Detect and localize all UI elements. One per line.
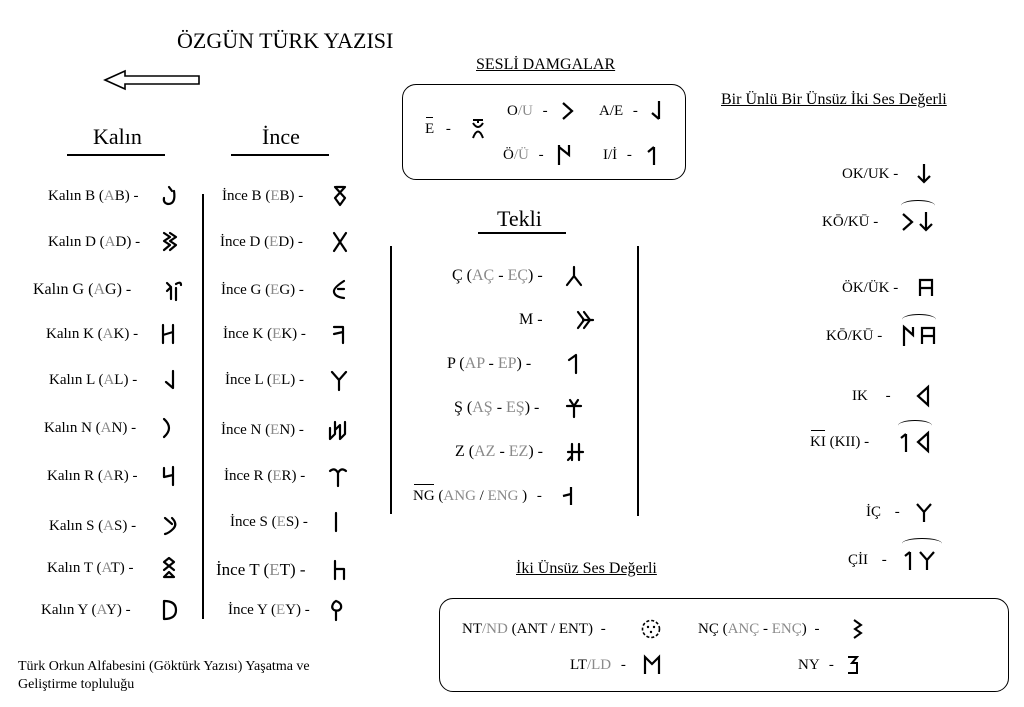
tekli-row: P (AP - EP) - xyxy=(447,354,531,374)
page-title: ÖZGÜN TÜRK YAZISI xyxy=(177,28,394,53)
ince-row: İnce S (ES) - xyxy=(230,512,308,532)
ince-r-rune-icon xyxy=(328,464,348,488)
c-rune-icon xyxy=(564,264,584,288)
ince-row: İnce K (EK) - xyxy=(223,324,306,344)
ince-t-rune-icon xyxy=(330,558,350,582)
ince-d-rune-icon xyxy=(330,230,350,254)
ik-rune-icon xyxy=(914,384,934,408)
e-letter: E xyxy=(425,121,435,137)
sesli-ii: I/İ - xyxy=(603,145,632,165)
lt-row: LT/LD - xyxy=(570,655,626,675)
ic-row: İÇ - xyxy=(866,502,900,522)
cii-rune-icon xyxy=(902,548,944,572)
m-rune-icon xyxy=(575,308,595,332)
tekli-row: Z (AZ - EZ) - xyxy=(455,442,543,462)
kalin-t-rune-icon xyxy=(159,556,179,580)
ince-row: İnce L (EL) - xyxy=(225,370,304,390)
kalin-d-rune-icon xyxy=(160,230,180,254)
kalin-row: Kalın B (AB) - xyxy=(48,186,138,206)
ny-row: NY - xyxy=(798,655,834,675)
iki-unsuz-title: İki Ünsüz Ses Değerli xyxy=(516,560,657,577)
kalin-n-rune-icon xyxy=(158,416,178,440)
e-rune-icon xyxy=(469,117,487,141)
kalin-r-rune-icon xyxy=(159,464,179,488)
kalin-row: Kalın R (AR) - xyxy=(47,466,137,486)
ince-row: İnce R (ER) - xyxy=(224,466,305,486)
kalin-row: Kalın D (AD) - xyxy=(48,232,140,252)
tekli-left-line xyxy=(390,246,392,514)
ince-s-rune-icon xyxy=(326,510,346,534)
kooo-row: KŌ/KŪ - xyxy=(826,326,882,346)
ince-row: İnce B (EB) - xyxy=(222,186,303,206)
tekli-row: Ş (AŞ - EŞ) - xyxy=(454,398,539,418)
ince-row: İnce Y (EY) - xyxy=(228,600,310,620)
left-arrow-icon xyxy=(103,68,201,92)
tekli-title: Tekli xyxy=(497,206,542,231)
ince-l-rune-icon xyxy=(329,368,349,392)
kalin-l-rune-icon xyxy=(161,368,181,392)
footer-line-2: Geliştirme topluluğu xyxy=(18,677,135,692)
ko-rune-icon xyxy=(900,210,938,234)
ince-header: İnce xyxy=(262,124,300,149)
iki-unsuz-box xyxy=(439,598,1009,692)
kalin-header: Kalın xyxy=(93,124,142,149)
ince-n-rune-icon xyxy=(327,418,347,442)
ook-row: ÖK/ÜK - xyxy=(842,278,898,298)
ik-row: IK - xyxy=(852,386,891,406)
ince-row: İnce T (ET) - xyxy=(216,560,306,580)
ko-row: KŌ/KŪ - xyxy=(822,212,878,232)
z-rune-icon xyxy=(565,440,585,464)
p-rune-icon xyxy=(563,352,583,376)
lt-rune-icon xyxy=(642,653,662,677)
ic-rune-icon xyxy=(914,500,934,524)
ouu-rune-icon xyxy=(555,143,573,167)
ii-rune-icon xyxy=(643,143,661,167)
ince-b-rune-icon xyxy=(330,184,350,208)
nc-row: NÇ (ANÇ - ENÇ) - xyxy=(698,619,820,639)
kalin-row: Kalın K (AK) - xyxy=(46,324,138,344)
ince-row: İnce D (ED) - xyxy=(220,232,303,252)
kalin-row: Kalın S (AS) - xyxy=(49,516,136,536)
kalin-y-rune-icon xyxy=(159,598,179,622)
tekli-row: Ç (AÇ - EÇ) - xyxy=(452,266,543,286)
nt-row: NT/ND (ANT / ENT) - xyxy=(462,619,606,639)
tekli-right-line xyxy=(637,246,639,516)
sesli-ouu: Ö/Ü - xyxy=(503,145,544,165)
ince-y-rune-icon xyxy=(326,598,346,622)
bir-unlu-title: Bir Ünlü Bir Ünsüz İki Ses Değerli xyxy=(721,91,947,108)
kalin-row: Kalın L (AL) - xyxy=(49,370,137,390)
ince-underline xyxy=(231,154,329,156)
footer xyxy=(18,658,310,694)
sesli-e: E - xyxy=(425,119,451,139)
nt-rune-icon xyxy=(640,617,662,641)
ae-rune-icon xyxy=(647,99,665,123)
kalin-row: Kalın Y (AY) - xyxy=(41,600,131,620)
sesli-ou: O/U - xyxy=(507,101,548,121)
footer-line-1: Türk Orkun Alfabesini (Göktürk Yazısı) Yaşatma ve xyxy=(18,659,310,674)
ok-rune-icon xyxy=(914,162,934,186)
kalin-k-rune-icon xyxy=(158,322,178,346)
cii-row: ÇİI - xyxy=(848,550,887,570)
ny-rune-icon xyxy=(844,653,862,677)
ince-row: İnce G (EG) - xyxy=(221,280,304,300)
kalin-g-rune-icon xyxy=(163,278,183,302)
ok-row: OK/UK - xyxy=(842,164,898,184)
ki-rune-icon xyxy=(898,430,936,454)
ince-g-rune-icon xyxy=(329,278,349,302)
tekli-row: M - xyxy=(519,310,543,330)
kalin-row: Kalın N (AN) - xyxy=(44,418,136,438)
kalin-s-rune-icon xyxy=(161,514,181,538)
ng-rune-icon xyxy=(560,484,578,508)
nc-rune-icon xyxy=(850,617,866,641)
ince-row: İnce N (EN) - xyxy=(221,420,304,440)
sesli-box xyxy=(402,84,686,180)
ki-row: KI (KII) - xyxy=(810,432,869,452)
kalin-b-rune-icon xyxy=(160,184,180,208)
tekli-underline xyxy=(478,232,566,234)
kooo-rune-icon xyxy=(900,324,940,348)
ince-k-rune-icon xyxy=(329,322,349,346)
sh-rune-icon xyxy=(564,396,584,420)
ook-rune-icon xyxy=(916,276,936,300)
column-divider xyxy=(202,194,204,619)
tekli-ng-row: NG (ANG / ENG ) - xyxy=(413,486,542,506)
kalin-underline xyxy=(67,154,165,156)
ou-rune-icon xyxy=(559,99,577,123)
kalin-row: Kalın T (AT) - xyxy=(47,558,134,578)
sesli-title: SESLİ DAMGALAR xyxy=(476,56,616,73)
kalin-row: Kalın G (AG) - xyxy=(33,280,131,300)
sesli-ae: A/E - xyxy=(599,101,638,121)
